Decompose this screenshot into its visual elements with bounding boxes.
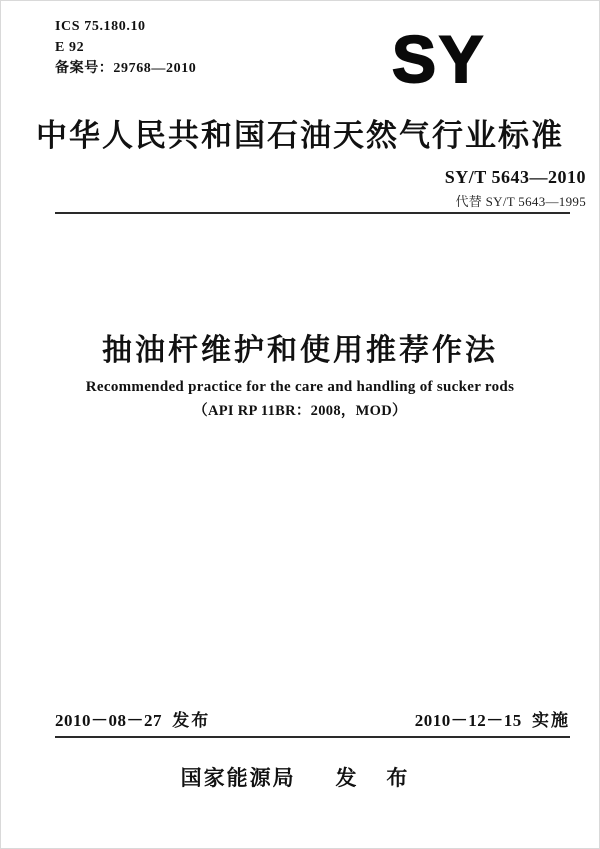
document-title-cn: 抽油杆维护和使用推荐作法 bbox=[102, 334, 498, 367]
document-title-en-note: （API RP 11BR：2008，MOD） bbox=[193, 403, 407, 419]
publisher-row bbox=[0, 762, 600, 792]
issue-date: 2010－08－27 bbox=[55, 711, 162, 730]
header-divider-rule bbox=[55, 212, 570, 214]
implementation-date-group bbox=[415, 706, 570, 731]
issue-label: 发布 bbox=[172, 711, 211, 730]
replaced-standard-note: 代替 SY/T 5643—1995 bbox=[455, 194, 586, 209]
footer-divider-rule bbox=[55, 736, 570, 738]
standard-number: SY/T 5643—2010 bbox=[444, 167, 586, 187]
implementation-date: 2010－12－15 bbox=[414, 711, 522, 730]
ics-code: ICS 75.180.10 bbox=[55, 19, 146, 34]
implementation-label: 实施 bbox=[532, 711, 570, 730]
standard-category-title: 中华人民共和国石油天然气行业标准 bbox=[36, 118, 564, 153]
record-number: 备案号：29768—2010 bbox=[55, 61, 197, 76]
sy-logo: SY bbox=[392, 22, 487, 96]
issue-date-group bbox=[55, 706, 210, 731]
document-class-code: E 92 bbox=[55, 40, 85, 55]
dates-row bbox=[55, 706, 570, 731]
document-title-en: Recommended practice for the care and handling of sucker rods bbox=[85, 379, 515, 395]
publish-label: 发 布 bbox=[335, 767, 420, 790]
publisher-name: 国家能源局 bbox=[180, 767, 296, 790]
ics-block bbox=[55, 16, 196, 79]
